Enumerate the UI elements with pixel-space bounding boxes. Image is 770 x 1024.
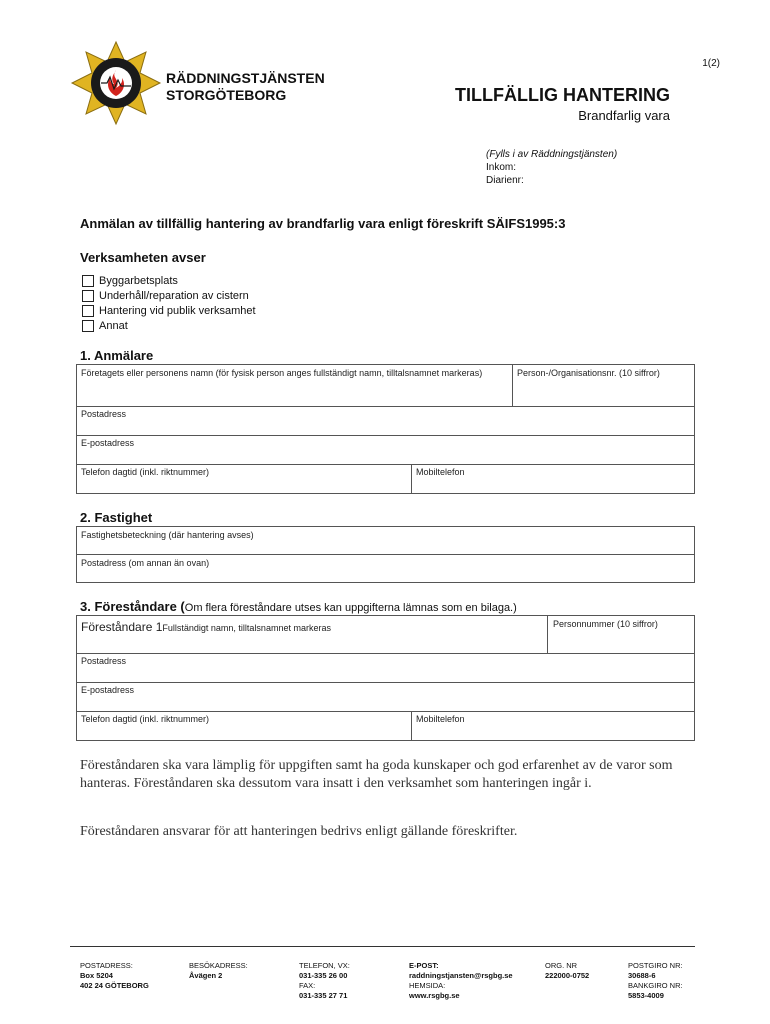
forestandare-field[interactable] (81, 620, 331, 634)
divider (77, 464, 694, 465)
divider (411, 711, 412, 741)
divider (77, 653, 694, 654)
logo-emblem (70, 40, 162, 126)
footer-value: Åvägen 2 (189, 971, 223, 980)
footer-telefon (299, 961, 350, 1001)
footer-label: BANKGIRO NR: (628, 981, 683, 990)
checkbox[interactable] (82, 320, 94, 332)
footer-orgnr (545, 961, 589, 981)
section3-title-note: Om flera föreståndare utses kan uppgifterna lämnas som en bilaga.) (184, 602, 517, 614)
section1-form (76, 364, 695, 494)
footer-label: ORG. NR (545, 961, 578, 970)
main-heading: Anmälan av tillfällig hantering av brandfarlig vara enligt föreskrift SÄIFS1995:3 (80, 216, 566, 231)
option-label: Hantering vid publik verksamhet (99, 305, 256, 317)
postadress-field[interactable]: Postadress (81, 409, 127, 419)
footer-email-link[interactable]: raddningstjansten@rsgbg.se (409, 971, 513, 980)
page-number: 1(2) (702, 58, 720, 69)
footer-value: 031-335 26 00 (299, 971, 348, 980)
footer-label: TELEFON, VX: (299, 961, 350, 970)
divider (77, 682, 694, 683)
footer-value: Box 5204 (80, 971, 113, 980)
option-byggarbetsplats[interactable] (82, 275, 178, 287)
divider (77, 406, 694, 407)
section3-title-text: 3. Föreståndare ( (80, 599, 185, 614)
section2-form (76, 526, 695, 583)
footer-value: 402 24 GÖTEBORG (80, 981, 149, 990)
personnr-field[interactable]: Personnummer (10 siffror) (553, 619, 658, 629)
footer-website-link[interactable]: www.rsgbg.se (409, 991, 460, 1000)
divider (512, 365, 513, 407)
postadress-field[interactable]: Postadress (81, 656, 127, 666)
diarienr-label: Diarienr: (486, 175, 524, 186)
org-line2: STORGÖTEBORG (166, 87, 287, 103)
footer-label: BESÖKADRESS: (189, 961, 248, 970)
forestandare-sub: Fullständigt namn, tilltalsnamnet markeras (162, 623, 331, 633)
option-label: Underhåll/reparation av cistern (99, 290, 249, 302)
divider (77, 711, 694, 712)
footer-value: 30688-6 (628, 971, 656, 980)
name-field[interactable]: Företagets eller personens namn (för fysisk person anges fullständigt namn, tilltalsnamnet markeras) (81, 368, 483, 378)
paragraph-responsibility: Föreståndaren ansvarar för att hanteringen bedrivs enligt gällande föreskrifter. (80, 824, 518, 839)
footer-value: 222000-0752 (545, 971, 590, 980)
organisation-name (166, 70, 325, 104)
mobil-field[interactable]: Mobiltelefon (416, 467, 465, 477)
option-label: Byggarbetsplats (99, 275, 178, 287)
option-label: Annat (99, 320, 128, 332)
postadress-field[interactable]: Postadress (om annan än ovan) (81, 558, 210, 568)
footer-value: 031-335 27 71 (299, 991, 348, 1000)
footer-postgiro (628, 961, 683, 1001)
forestandare-label: Föreståndare 1 (81, 620, 163, 634)
telefon-field[interactable]: Telefon dagtid (inkl. riktnummer) (81, 714, 210, 724)
footer-besoksadress (189, 961, 248, 981)
option-underhall[interactable] (82, 290, 249, 302)
section1-title: 1. Anmälare (80, 348, 154, 363)
section3-title (80, 599, 517, 614)
option-publik-verksamhet[interactable] (82, 305, 256, 317)
epost-field[interactable]: E-postadress (81, 685, 135, 695)
footer-postadress (80, 961, 149, 991)
footer-label: FAX: (299, 981, 316, 990)
footer-epost (409, 961, 513, 1001)
footer-divider (70, 946, 695, 947)
document-subtitle: Brandfarlig vara (578, 108, 670, 123)
telefon-field[interactable]: Telefon dagtid (inkl. riktnummer) (81, 467, 210, 477)
epost-field[interactable]: E-postadress (81, 438, 135, 448)
footer-label: POSTADRESS: (80, 961, 133, 970)
divider (411, 464, 412, 494)
footer-label: POSTGIRO NR: (628, 961, 683, 970)
verksamheten-heading: Verksamheten avser (80, 250, 206, 265)
divider (77, 435, 694, 436)
org-line1: RÄDDNINGSTJÄNSTEN (166, 70, 325, 86)
paragraph-qualifications: Föreståndaren ska vara lämplig för uppgiften samt ha goda kunskaper och god erfarenhet av de varor som hanteras. Föreståndaren ska dessutom vara insatt i den verksamhet som hanteringen ingår i. (80, 758, 673, 791)
option-annat[interactable] (82, 320, 128, 332)
section2-title: 2. Fastighet (80, 510, 153, 525)
mobil-field[interactable]: Mobiltelefon (416, 714, 465, 724)
office-note: (Fylls i av Räddningstjänsten) (486, 149, 618, 160)
divider (77, 554, 694, 555)
divider (547, 616, 548, 654)
footer-label: HEMSIDA: (409, 981, 446, 990)
office-use-block (486, 148, 617, 187)
checkbox[interactable] (82, 305, 94, 317)
checkbox[interactable] (82, 290, 94, 302)
section3-form (76, 615, 695, 741)
footer-label: E-POST: (409, 961, 439, 970)
footer-value: 5853-4009 (628, 991, 664, 1000)
orgnr-field[interactable]: Person-/Organisationsnr. (10 siffror) (517, 368, 660, 378)
document-title: TILLFÄLLIG HANTERING (455, 85, 670, 105)
inkom-label: Inkom: (486, 162, 517, 173)
checkbox[interactable] (82, 275, 94, 287)
fastighet-field[interactable]: Fastighetsbeteckning (där hantering avses) (81, 530, 254, 540)
